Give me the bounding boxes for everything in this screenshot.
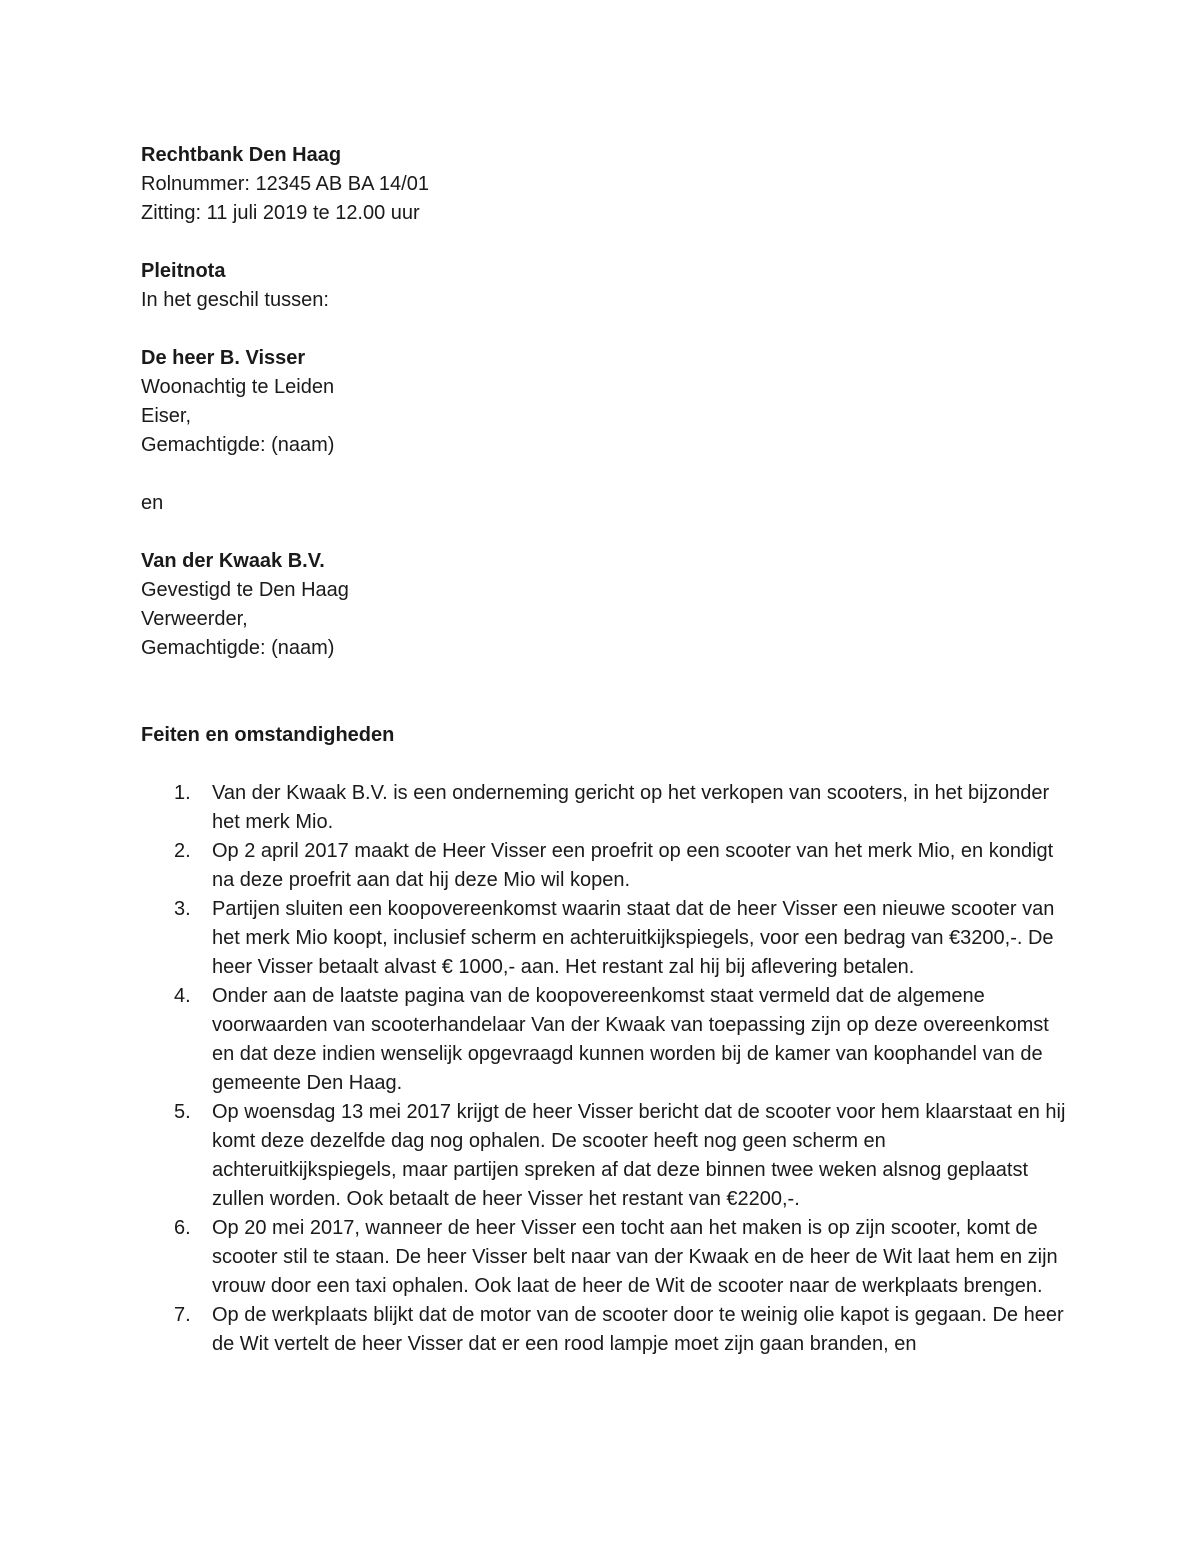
defendant-block [141,547,1066,663]
facts-heading: Feiten en omstandigheden [141,724,395,746]
case-header [141,141,1066,228]
rolnummer: Rolnummer: 12345 AB BA 14/01 [141,173,429,195]
list-item-number: 4. [174,985,191,1007]
list-item-number: 7. [174,1304,191,1326]
court-name: Rechtbank Den Haag [141,144,342,166]
list-item-number: 6. [174,1217,191,1239]
list-item [141,1301,1066,1359]
list-item-text: Onder aan de laatste pagina van de koopovereenkomst staat vermeld dat de algemene voorwaarden van scooterhandelaar Van der Kwaak van toepassing zijn op deze overeenkomst en dat deze indien wenselijk opgevraagd kunnen worden bij de kamer van koophandel van de gemeente Den Haag. [212,985,1049,1094]
spacer [141,315,1066,344]
list-item [141,982,1066,1098]
list-item [141,895,1066,982]
list-item [141,837,1066,895]
pleitnota-block [141,257,1066,315]
plaintiff-block [141,344,1066,460]
list-item [141,1098,1066,1214]
defendant-name: Van der Kwaak B.V. [141,550,325,572]
spacer [141,518,1066,547]
zitting: Zitting: 11 juli 2019 te 12.00 uur [141,202,420,224]
list-item-text: Van der Kwaak B.V. is een onderneming gericht op het verkopen van scooters, in het bijzonder het merk Mio. [212,782,1050,833]
list-item-text: Op de werkplaats blijkt dat de motor van de scooter door te weinig olie kapot is gegaan. De heer de Wit vertelt de heer Visser dat er een rood lampje moet zijn gaan branden, en [212,1304,1064,1355]
facts-list [141,779,1066,1359]
list-item [141,1214,1066,1301]
list-item-text: Partijen sluiten een koopovereenkomst waarin staat dat de heer Visser een nieuwe scooter van het merk Mio koopt, inclusief scherm en achteruitkijkspiegels, voor een bedrag van €3200,-. De heer Visser betaalt alvast € 1000,- aan. Het restant zal hij bij aflevering betalen. [212,898,1055,978]
list-item-number: 3. [174,898,191,920]
spacer [141,228,1066,257]
pleitnota-intro: In het geschil tussen: [141,289,329,311]
defendant-representative: Gemachtigde: (naam) [141,637,335,659]
list-item-number: 5. [174,1101,191,1123]
plaintiff-residence: Woonachtig te Leiden [141,376,335,398]
plaintiff-representative: Gemachtigde: (naam) [141,434,335,456]
document-page [141,141,1066,1359]
spacer [141,460,1066,489]
list-item-number: 1. [174,782,191,804]
list-item-text: Op 20 mei 2017, wanneer de heer Visser een tocht aan het maken is op zijn scooter, komt de scooter stil te staan. De heer Visser belt naar van der Kwaak en de heer de Wit laat hem en zijn vrouw door een taxi ophalen. Ook laat de heer de Wit de scooter naar de werkplaats brengen. [212,1217,1058,1297]
conjunction-en: en [141,492,164,514]
list-item-text: Op woensdag 13 mei 2017 krijgt de heer Visser bericht dat de scooter voor hem klaarstaat en hij komt deze dezelfde dag nog ophalen. De scooter heeft nog geen scherm en achteruitkijkspiegels, maar partijen spreken af dat deze binnen twee weken alsnog geplaatst zullen worden. Ook betaalt de heer Visser het restant van €2200,-. [212,1101,1066,1210]
plaintiff-name: De heer B. Visser [141,347,306,369]
list-item [141,779,1066,837]
list-item-number: 2. [174,840,191,862]
plaintiff-role: Eiser, [141,405,192,427]
defendant-role: Verweerder, [141,608,248,630]
list-item-text: Op 2 april 2017 maakt de Heer Visser een proefrit op een scooter van het merk Mio, en kondigt na deze proefrit aan dat hij deze Mio wil kopen. [212,840,1054,891]
defendant-residence: Gevestigd te Den Haag [141,579,349,601]
spacer [141,750,1066,779]
spacer [141,663,1066,721]
pleitnota-title: Pleitnota [141,260,226,282]
